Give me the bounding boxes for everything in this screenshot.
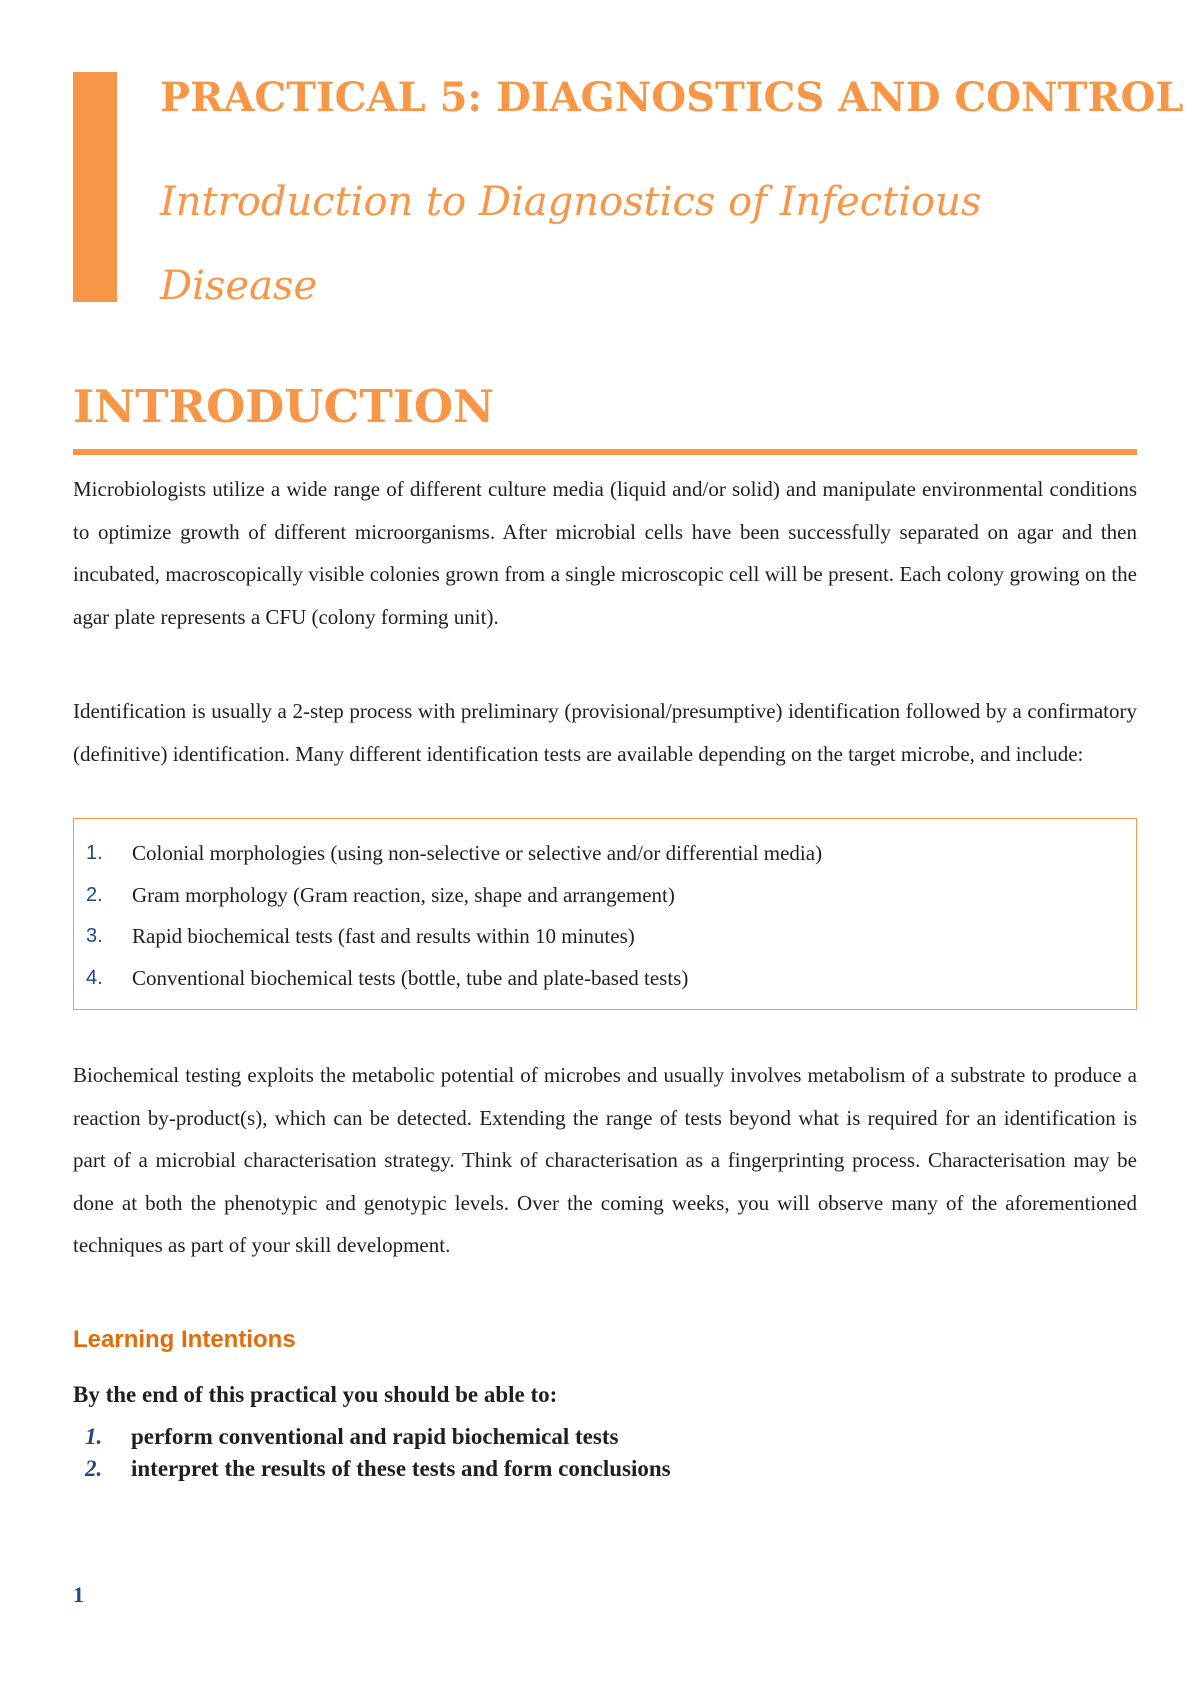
intro-paragraph-1: Microbiologists utilize a wide range of different culture media (liquid and/or solid) and manipulate environmental conditions to optimize growth of different microorganisms. After microbial cells have been successfully separated on agar and then incubated, macroscopically visible colonies grown from a single microscopic cell will be present. Each colony growing on the agar plate represents a CFU (colony forming unit). <box>73 477 1137 629</box>
practical-title: PRACTICAL 5: DIAGNOSTICS AND CONTROL <box>160 74 1184 121</box>
title-accent-bar <box>73 72 117 302</box>
list-item <box>74 916 1136 958</box>
list-item-text: Conventional biochemical tests (bottle, tube and plate-based tests) <box>132 965 689 990</box>
list-item-text: perform conventional and rapid biochemical tests <box>131 1424 619 1449</box>
identification-tests-box <box>73 818 1137 1010</box>
learning-goals-list <box>73 1421 671 1485</box>
list-item-text: Gram morphology (Gram reaction, size, shape and arrangement) <box>132 882 675 907</box>
list-item-number: 1. <box>85 1424 103 1449</box>
list-item <box>73 1453 671 1485</box>
list-item-number: 2. <box>86 883 103 906</box>
list-item-number: 3. <box>86 925 103 947</box>
section-heading: INTRODUCTION <box>73 380 495 433</box>
section-heading-rule <box>73 449 1137 455</box>
intro-paragraph-2: Identification is usually a 2-step process with preliminary (provisional/presumptive) identification followed by a confirmatory (definitive) identification. Many different identification tests are available depending on the target microbe, and include: <box>73 699 1137 766</box>
list-item <box>73 1421 671 1453</box>
list-item-text: interpret the results of these tests and form conclusions <box>131 1456 671 1481</box>
list-item <box>74 875 1136 917</box>
intro-paragraph-3: Biochemical testing exploits the metabolic potential of microbes and usually involves metabolism of a substrate to produce a reaction by-product(s), which can be detected. Extending the range of tests beyond what is required for an identification is part of a microbial characterisation strategy. Think of characterisation as a fingerprinting process. Characterisation may be done at both the phenotypic and genotypic levels. Over the coming weeks, you will observe many of the aforementioned techniques as part of your skill development. <box>73 1063 1137 1257</box>
list-item-number: 4. <box>86 966 103 989</box>
learning-intentions-heading: Learning Intentions <box>73 1326 296 1353</box>
identification-tests-list <box>74 819 1136 999</box>
learning-intro: By the end of this practical you should be able to: <box>73 1382 558 1407</box>
list-item-number: 2. <box>85 1456 103 1481</box>
list-item <box>74 833 1136 875</box>
list-item <box>74 958 1136 1000</box>
list-item-number: 1. <box>86 842 103 864</box>
list-item-text: Colonial morphologies (using non-selective or selective and/or differential media) <box>132 841 823 865</box>
list-item-text: Rapid biochemical tests (fast and results within 10 minutes) <box>132 924 635 948</box>
practical-subtitle: Introduction to Diagnostics of Infectious Disease <box>160 179 982 309</box>
page-number: 1 <box>73 1582 84 1607</box>
